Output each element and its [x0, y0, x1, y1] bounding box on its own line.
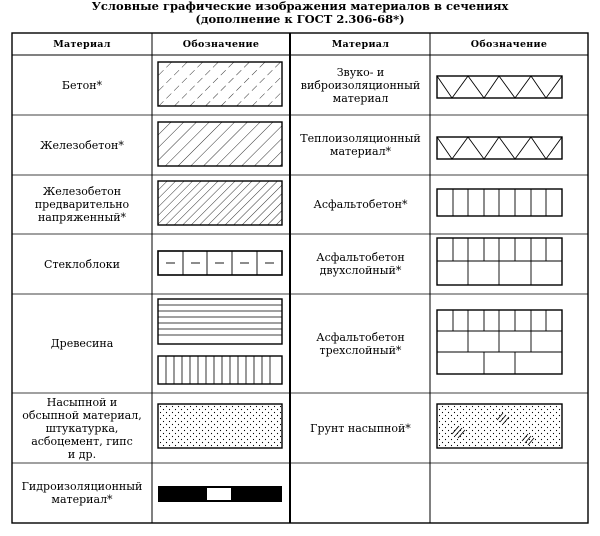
- symbol-waterproofing: [158, 486, 282, 502]
- material-label: Асфальтобетон двухслойный*: [316, 251, 405, 277]
- material-label: Асфальтобетон трехслойный*: [316, 330, 405, 357]
- title-line-1: Условные графические изображения материалов в сечениях: [91, 0, 509, 13]
- material-label: Асфальтобетон*: [313, 198, 408, 211]
- material-label: Гидроизоляционный материал*: [21, 480, 143, 506]
- symbol-prestressed-concrete: [158, 181, 282, 225]
- header-symbol-left: Обозначение: [182, 39, 260, 50]
- symbol-sound-insulation: [437, 76, 562, 98]
- material-label: Стеклоблоки: [44, 257, 120, 271]
- symbol-reinforced-concrete: [158, 122, 282, 166]
- material-label: Бетон*: [61, 78, 103, 92]
- header-symbol-right: Обозначение: [470, 39, 548, 50]
- symbol-asphalt-two-layer: [437, 238, 562, 285]
- material-label: Звуко- и виброизоляционный материал: [300, 65, 421, 105]
- material-label: Теплоизоляционный материал*: [300, 132, 421, 158]
- title-line-2: (дополнение к ГОСТ 2.306-68*): [195, 12, 405, 26]
- symbol-asphalt-three-layer: [437, 310, 562, 374]
- symbol-glass-blocks: [158, 251, 282, 275]
- symbol-asphalt: [437, 189, 562, 216]
- header-material-left: Материал: [53, 39, 111, 50]
- material-label: Насыпной и обсыпной материал, штукатурка, асбоцемент, гипс и др.: [22, 395, 142, 461]
- material-label: Железобетон*: [40, 138, 124, 152]
- header-material-right: Материал: [331, 39, 390, 50]
- symbol-concrete: [158, 62, 282, 106]
- symbol-wood: [158, 299, 282, 384]
- material-label: Железобетон предварительно напряженный*: [34, 185, 130, 224]
- material-label: Древесина: [50, 337, 114, 350]
- symbol-bulk-soil: [437, 404, 562, 448]
- symbol-bulk-material: [158, 404, 282, 448]
- material-label: Грунт насыпной*: [310, 421, 411, 435]
- symbol-thermal-insulation: [437, 137, 562, 159]
